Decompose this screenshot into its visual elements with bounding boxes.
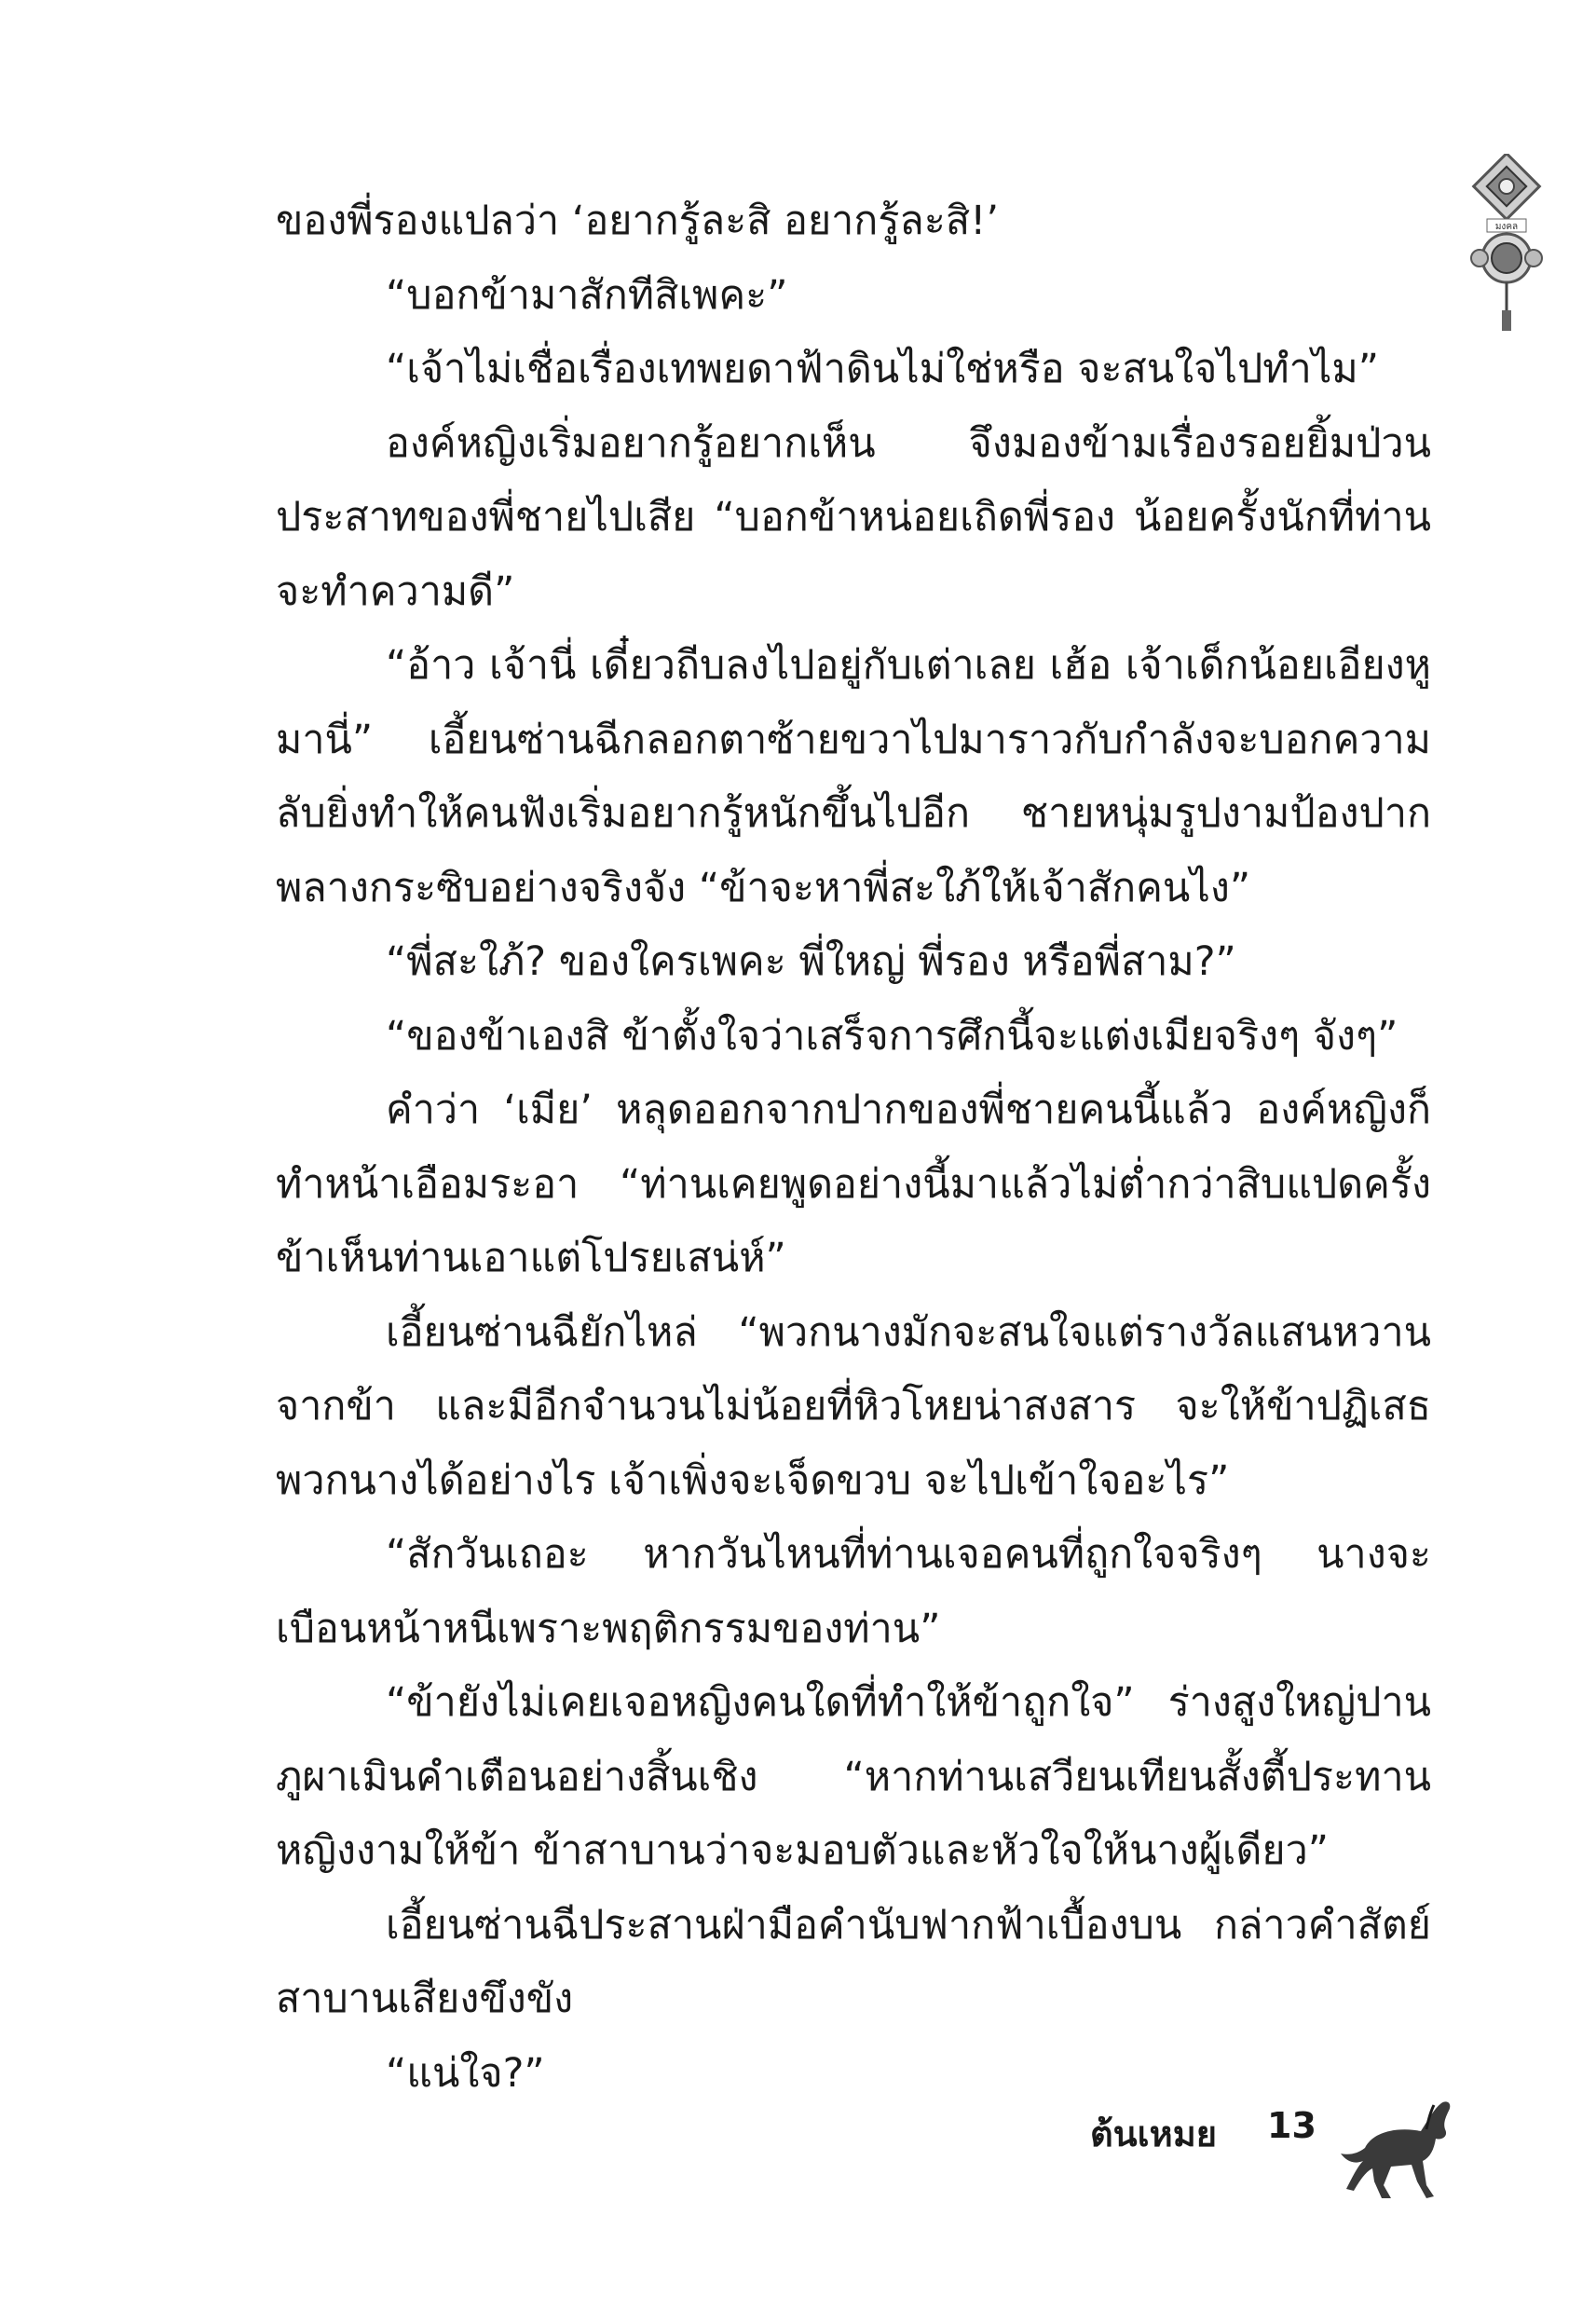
paragraph: “พี่สะใภ้? ของใครเพคะ พี่ใหญ่ พี่รอง หรือพี่สาม?” (386, 938, 1236, 985)
page-footer (1071, 2092, 1463, 2204)
paragraph: องค์หญิงเริ่มอยากรู้อยากเห็น จึงมองข้ามเรื่องรอยยิ้มป่วนประสาทของพี่ชายไปเสีย “บอกข้าหน่อยเถิดพี่รอง น้อยครั้งนักที่ท่านจะทำความดี” (276, 419, 1431, 615)
paragraph: เอี้ยนซ่านฉียักไหล่ “พวกนางมักจะสนใจแต่รางวัลแสนหวานจากข้า และมีอีกจำนวนไม่น้อยที่หิวโหยน่าสงสาร จะให้ข้าปฏิเสธพวกนางได้อย่างไร เจ้าเพิ่งจะเจ็ดขวบ จะไปเข้าใจอะไร” (276, 1308, 1431, 1504)
ornament-label: มงคล (1494, 222, 1519, 232)
page-number: 13 (1267, 2105, 1316, 2146)
book-title: ต้นเหมย (1090, 2113, 1218, 2154)
paragraph: “สักวันเถอะ หากวันไหนที่ท่านเจอคนที่ถูกใจจริงๆ นางจะเบือนหน้าหนีเพราะพฤติกรรมของท่าน” (276, 1531, 1431, 1652)
paragraph: “บอกข้ามาสักทีสิเพคะ” (386, 271, 788, 319)
paragraph: “อ้าว เจ้านี่ เดี๋ยวถีบลงไปอยู่กับเต่าเลย เฮ้อ เจ้าเด็กน้อยเอียงหูมานี่” เอี้ยนซ่านฉีกลอกตาซ้ายขวาไปมาราวกับกำลังจะบอกความลับยิ่งทำให้คนฟังเริ่มอยากรู้หนักขึ้นไปอีก ชายหนุ่มรูปงามป้องปากพลางกระซิบอย่างจริงจัง “ข้าจะหาพี่สะใภ้ให้เจ้าสักคนไง” (276, 642, 1431, 911)
paragraph: “แน่ใจ?” (386, 2049, 545, 2097)
horse-icon (1337, 2092, 1463, 2204)
paragraph: “เจ้าไม่เชื่อเรื่องเทพยดาฟ้าดินไม่ใช่หรือ จะสนใจไปทำไม” (386, 346, 1380, 392)
paragraph: ของพี่รองแปลว่า ‘อยากรู้ละสิ อยากรู้ละสิ!’ (276, 198, 1000, 244)
page-body (276, 185, 1431, 2111)
ornament-icon (1459, 154, 1563, 340)
paragraph: คำว่า ‘เมีย’ หลุดออกจากปากของพี่ชายคนนี้แล้ว องค์หญิงก็ทำหน้าเอือมระอา “ท่านเคยพูดอย่างนี้มาแล้วไม่ต่ำกว่าสิบแปดครั้ง ข้าเห็นท่านเอาแต่โปรยเสน่ห์” (276, 1087, 1431, 1281)
paragraph: “ของข้าเองสิ ข้าตั้งใจว่าเสร็จการศึกนี้จะแต่งเมียจริงๆ จังๆ” (386, 1012, 1398, 1060)
paragraph: เอี้ยนซ่านฉีประสานฝ่ามือคำนับฟากฟ้าเบื้องบน กล่าวคำสัตย์สาบานเสียงขึงขัง (276, 1901, 1431, 2022)
paragraph: “ข้ายังไม่เคยเจอหญิงคนใดที่ทำให้ข้าถูกใจ” ร่างสูงใหญ่ปานภูผาเมินคำเตือนอย่างสิ้นเชิง “หากท่านเสวียนเทียนสั้งตี้ประทานหญิงงามให้ข้า ข้าสาบานว่าจะมอบตัวและหัวใจให้นางผู้เดียว” (276, 1679, 1431, 1874)
